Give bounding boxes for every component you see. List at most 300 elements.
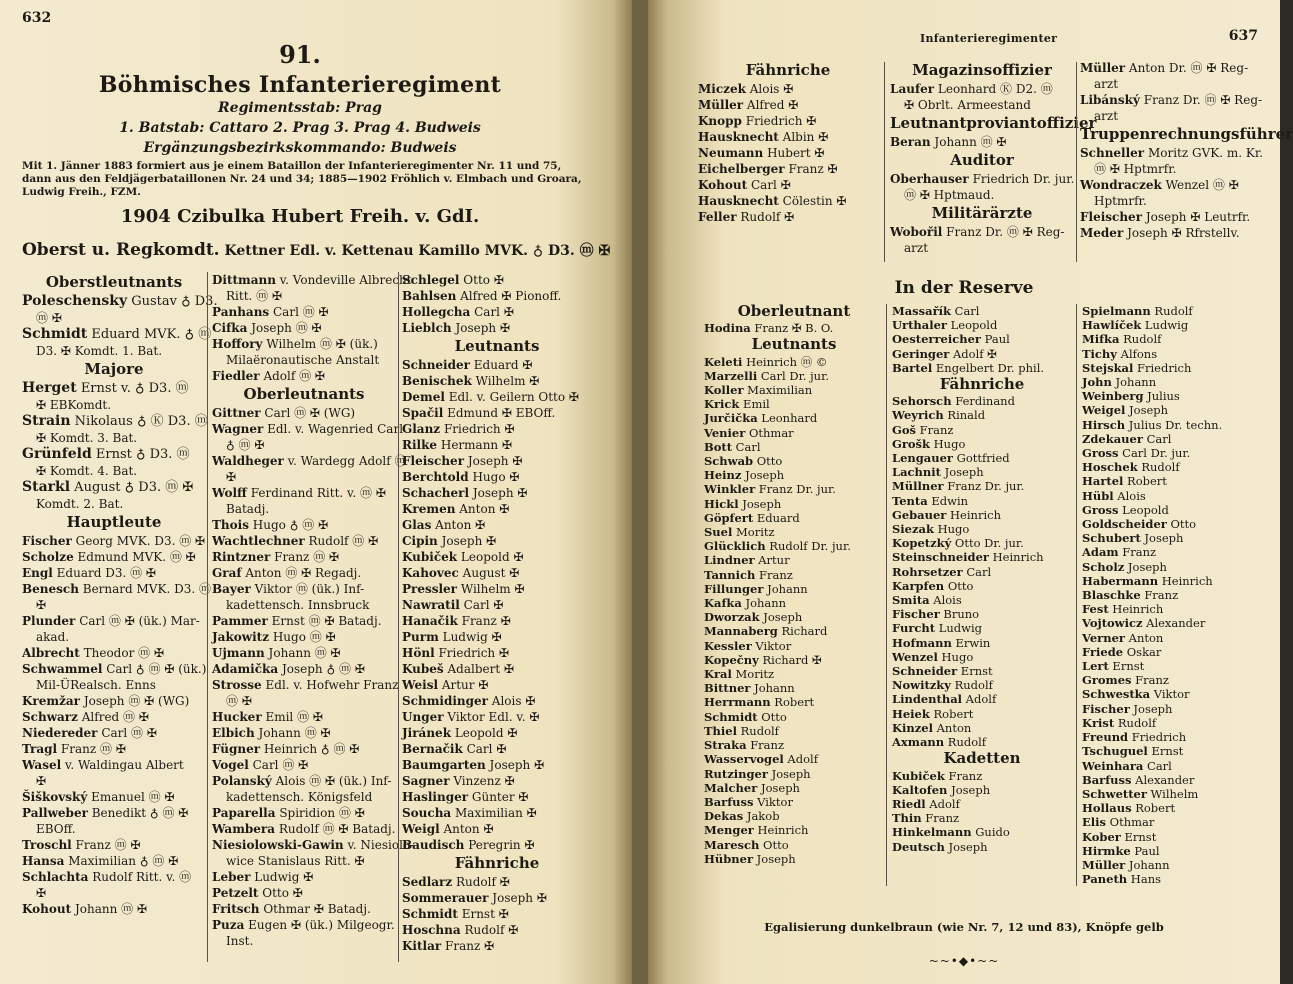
entry-detail: Friedrich Dr. jur. — [968, 172, 1075, 186]
officer-entry — [1082, 460, 1262, 474]
entry-detail: Joseph — [940, 465, 984, 480]
officer-entry — [892, 664, 1072, 678]
entry-detail: ✠ EBKomdt. — [36, 398, 112, 412]
surname: Gebauer — [892, 507, 947, 522]
officer-entry — [402, 661, 592, 677]
officer-entry — [22, 581, 211, 597]
officer-entry — [212, 821, 396, 837]
entry-detail: Ferdinand Ritt. v. ⓜ ✠ — [246, 486, 386, 500]
surname: Winkler — [704, 482, 756, 497]
entry-detail: Heinrich ♁ ⓜ ✠ — [260, 742, 360, 756]
surname: Dekas — [704, 809, 744, 824]
surname: Weigl — [402, 822, 440, 836]
officer-entry — [212, 725, 396, 741]
officer-entry — [212, 757, 396, 773]
officer-entry — [22, 757, 206, 773]
officer-entry — [402, 533, 592, 549]
surname: Wagner — [212, 422, 264, 436]
surname: Strain — [22, 413, 71, 429]
surname: Schwarz — [22, 710, 78, 724]
surname: Mannaberg — [704, 624, 778, 639]
officer-entry — [402, 757, 592, 773]
surname: Schmidt — [704, 709, 758, 724]
surname: Freund — [1082, 730, 1129, 745]
surname: Hollaus — [1082, 801, 1132, 816]
officer-entry — [704, 553, 884, 567]
entry-list — [212, 405, 415, 949]
surname: Nowitzky — [892, 678, 951, 693]
entry-detail: August ♁ D3. ⓜ ✠ — [70, 480, 194, 495]
officer-entry — [1082, 361, 1262, 375]
surname: Schneider — [402, 358, 470, 372]
entry-continuation — [22, 463, 206, 479]
entry-detail: ✠ Komdt. 4. Bat. — [36, 464, 138, 478]
entry-continuation — [22, 397, 206, 413]
entry-detail: arzt — [1094, 109, 1119, 123]
surname: Schmidt — [22, 326, 88, 342]
surname: Troschl — [22, 838, 72, 852]
entry-detail: Eduard — [753, 510, 800, 525]
officer-entry — [1080, 209, 1260, 225]
officer-entry — [1080, 225, 1260, 241]
entry-detail: August ✠ — [458, 566, 520, 580]
officer-entry — [1080, 177, 1260, 193]
section-title: Oberleutnant — [737, 302, 851, 320]
surname: Schlachta — [22, 870, 89, 884]
officer-entry — [1082, 716, 1262, 730]
officer-entry — [1082, 616, 1262, 630]
surname: Kahovec — [402, 566, 459, 580]
entry-detail: Franz — [915, 422, 954, 437]
entry-detail: Johann — [1111, 375, 1157, 390]
officer-entry — [1080, 60, 1260, 76]
surname: Elbich — [212, 726, 255, 740]
surname: Müller — [1082, 857, 1126, 872]
surname: Bartel — [892, 360, 933, 375]
surname: Kober — [1082, 829, 1121, 844]
entry-list — [402, 357, 592, 853]
entry-detail: Alexander — [1131, 772, 1195, 787]
section-title: Oberstleutnants — [45, 273, 183, 291]
surname: Friede — [1082, 644, 1124, 659]
entry-detail: Theodor ⓜ ✠ — [79, 646, 164, 660]
entry-detail: Hans — [1127, 872, 1162, 887]
entry-detail: Ernst ⓜ ✠ Batadj. — [267, 614, 382, 628]
entry-continuation — [22, 430, 206, 446]
entry-detail: Johann ⓜ ✠ — [254, 726, 331, 740]
surname: Hirsch — [1082, 417, 1126, 432]
surname: Scholze — [22, 550, 74, 564]
surname: Marzelli — [704, 368, 758, 383]
surname: Kitlar — [402, 939, 442, 953]
officer-entry — [402, 453, 592, 469]
entry-list — [1080, 145, 1264, 241]
surname: Kral — [704, 667, 732, 682]
surname: Lachnit — [892, 465, 941, 480]
officer-entry — [212, 421, 404, 437]
entry-continuation — [212, 597, 396, 613]
surname: Massařík — [892, 304, 951, 318]
surname: Siezak — [892, 522, 934, 537]
entry-detail: Franz Dr. ⓜ ✠ Reg- — [942, 225, 1065, 239]
entry-detail: Rudolf — [950, 678, 993, 693]
entry-detail: Anton — [932, 720, 972, 735]
entry-detail: Hugo ✠ — [468, 470, 520, 484]
officer-entry — [22, 661, 206, 677]
entry-detail: Leonhard Ⓚ D2. ⓜ — [934, 82, 1053, 96]
right-column-3 — [1080, 60, 1293, 241]
surname: Knopp — [698, 114, 742, 128]
surname: Tenta — [892, 493, 928, 508]
surname: Weinhara — [1082, 758, 1144, 773]
surname: Hickl — [704, 496, 739, 511]
surname: Bahlsen — [402, 289, 457, 303]
surname: Habermann — [1082, 573, 1159, 588]
officer-entry — [402, 517, 592, 533]
column-separator — [886, 304, 887, 886]
entry-list — [698, 81, 878, 225]
surname: Rilke — [402, 438, 438, 452]
surname: Heinz — [704, 468, 742, 483]
officer-entry — [1082, 474, 1262, 488]
officer-entry — [212, 565, 396, 581]
entry-detail: Engelbert Dr. phil. — [932, 360, 1045, 375]
section-title: Leutnants — [751, 335, 837, 354]
section-title: Leutnants — [454, 337, 540, 355]
officer-entry — [212, 741, 396, 757]
officer-entry — [402, 821, 592, 837]
entry-detail: Julius — [1143, 389, 1180, 404]
entry-detail: Heinrich — [1158, 573, 1213, 588]
surname: Kremžar — [22, 694, 80, 708]
entry-continuation — [1080, 161, 1260, 177]
entry-detail: Franz Dr. jur. — [755, 482, 836, 497]
entry-detail: Adolf — [962, 692, 997, 707]
ornament: ~~•◆•~~ — [928, 954, 1000, 968]
surname: Sagner — [402, 774, 450, 788]
surname: Malcher — [704, 780, 758, 795]
surname: Spielmann — [1082, 304, 1151, 318]
entry-detail: Rudolf ✠ — [460, 923, 519, 937]
entry-detail: Joseph ♁ ⓜ ✠ — [278, 662, 365, 676]
entry-continuation — [212, 437, 396, 453]
officer-entry — [212, 629, 396, 645]
entry-list — [402, 272, 592, 336]
entry-detail: Maximilian — [743, 383, 813, 398]
surname: Oberhauser — [890, 172, 969, 186]
entry-list — [890, 171, 1074, 203]
surname: Gromes — [1082, 673, 1132, 688]
surname: Haslinger — [402, 790, 469, 804]
officer-entry — [704, 752, 884, 766]
officer-entry — [704, 426, 884, 440]
officer-entry — [402, 421, 592, 437]
officer-entry — [212, 320, 396, 336]
officer-entry — [890, 81, 1074, 97]
surname: Steinschneider — [892, 550, 989, 565]
entry-detail: Rudolf — [1137, 460, 1180, 475]
surname: Menger — [704, 823, 754, 838]
officer-entry — [1082, 787, 1262, 801]
entry-continuation — [212, 469, 396, 485]
surname: Sedlarz — [402, 875, 453, 889]
entry-detail: Moritz — [732, 525, 775, 540]
entry-detail: Inst. — [226, 934, 254, 948]
officer-entry — [1082, 730, 1262, 744]
entry-detail: Alois ⓜ ✠ (ük.) Inf- — [271, 774, 392, 788]
surname: Dworzak — [704, 610, 760, 625]
entry-detail: Ernst — [1147, 744, 1184, 759]
surname: Fischer — [892, 607, 940, 622]
entry-detail: Eduard ✠ — [469, 358, 533, 372]
entry-detail: Richard ✠ — [758, 652, 822, 667]
officer-entry — [402, 357, 592, 373]
officer-entry — [892, 332, 1072, 346]
entry-detail: Carl ⓜ ✠ (ük.) Mar- — [75, 614, 200, 628]
officer-entry — [1082, 801, 1262, 815]
officer-entry — [22, 709, 206, 725]
officer-entry — [212, 917, 396, 933]
entry-detail: Rudolf ✠ — [736, 210, 795, 224]
entry-detail: Anton ✠ — [455, 502, 510, 516]
surname: Hartel — [1082, 474, 1124, 489]
entry-detail: Joseph — [759, 610, 803, 625]
surname: Jakowitz — [212, 630, 270, 644]
entry-detail: ⓜ ✠ Hptmrfr. — [1094, 162, 1177, 176]
reserve-heading: In der Reserve — [894, 278, 1034, 298]
entry-list — [22, 293, 218, 359]
regiment-owner: 1904 Czibulka Hubert Freih. v. GdI. — [120, 206, 480, 227]
officer-entry — [698, 161, 878, 177]
surname: Wachtlechner — [212, 534, 305, 548]
officer-entry — [1082, 489, 1262, 503]
surname: Niesiolowski-Gawin — [212, 838, 344, 852]
officer-entry — [212, 453, 407, 469]
entry-detail: Nikolaus ♁ Ⓚ D3. ⓜ — [70, 414, 208, 429]
entry-detail: wice Stanislaus Ritt. ✠ — [226, 854, 365, 868]
surname: Thois — [212, 518, 249, 532]
right-column-2 — [890, 60, 1097, 256]
surname: Strosse — [212, 678, 262, 692]
entry-detail: Johann — [741, 596, 787, 611]
officer-entry — [1082, 602, 1262, 616]
entry-detail: Franz ⓜ ✠ — [270, 550, 340, 564]
regiment-number: 91. — [279, 40, 321, 69]
entry-detail: Ferdinand — [951, 394, 1015, 409]
officer-entry — [22, 446, 206, 463]
officer-entry — [1082, 588, 1262, 602]
surname: Smita — [892, 593, 930, 608]
entry-detail: Alois ✠ — [487, 694, 536, 708]
officer-entry — [892, 621, 1072, 635]
surname: Kopečny — [704, 652, 759, 667]
surname: Kessler — [704, 638, 752, 653]
officer-entry — [402, 565, 592, 581]
entry-detail: Alfred ⓜ ✠ — [77, 710, 149, 724]
entry-detail: Carl — [732, 439, 761, 454]
surname: Verner — [1082, 630, 1125, 645]
officer-entry — [892, 607, 1072, 621]
surname: Hübner — [704, 851, 754, 866]
surname: Cipin — [402, 534, 438, 548]
officer-entry — [22, 533, 206, 549]
officer-entry — [402, 549, 592, 565]
entry-detail: Mil-ÜRealsch. Enns — [36, 678, 156, 692]
entry-continuation — [212, 789, 396, 805]
officer-entry — [402, 805, 592, 821]
officer-entry — [698, 209, 878, 225]
section-title: Auditor — [950, 151, 1014, 169]
entry-detail: Alois — [929, 593, 962, 608]
surname: Meder — [1080, 226, 1124, 240]
entry-detail: Emil ⓜ ✠ — [261, 710, 323, 724]
column-separator — [207, 272, 208, 962]
surname: Hinkelmann — [892, 825, 972, 840]
officer-entry — [704, 667, 884, 681]
officer-entry — [1082, 418, 1262, 432]
surname: Grünfeld — [22, 446, 92, 462]
officer-entry — [212, 549, 396, 565]
surname: Hodina — [704, 321, 751, 336]
entry-detail: Robert — [1131, 801, 1176, 816]
entry-detail: ⓜ ✠ Hptmaud. — [904, 188, 995, 202]
surname: Lert — [1082, 659, 1109, 674]
officer-entry — [22, 293, 218, 310]
entry-detail: arzt — [1094, 77, 1119, 91]
officer-entry — [704, 468, 884, 482]
surname: Fleischer — [402, 454, 465, 468]
entry-detail: ✠ — [36, 886, 47, 900]
officer-entry — [704, 809, 884, 823]
entry-detail: Carl — [1142, 431, 1172, 446]
facings-note: Egalisierung dunkelbraun (wie Nr. 7, 12 und 83), Knöpfe gelb — [764, 920, 1164, 934]
officer-entry — [22, 413, 206, 430]
entry-detail: Guido — [971, 825, 1010, 840]
entry-detail: Heinrich — [753, 823, 809, 838]
officer-entry — [1082, 631, 1262, 645]
entry-detail: Ludwig — [935, 621, 983, 636]
officer-entry — [704, 639, 884, 653]
officer-entry — [22, 869, 206, 885]
officer-entry — [704, 511, 884, 525]
entry-detail: Heinrich ⓜ © — [742, 354, 828, 369]
entry-list — [22, 533, 211, 917]
entry-detail: Batadj. — [226, 502, 270, 516]
officer-entry — [1082, 872, 1262, 886]
officer-entry — [704, 781, 884, 795]
battalions-line: 1. Batstab: Cattaro 2. Prag 3. Prag 4. Budweis — [119, 120, 481, 136]
entry-detail: Joseph ✠ — [488, 891, 547, 905]
officer-entry — [892, 593, 1072, 607]
surname: Feller — [698, 210, 737, 224]
entry-detail: Franz — [755, 567, 793, 582]
entry-detail: ✠ — [226, 470, 237, 484]
surname: Wondraczek — [1080, 178, 1162, 192]
officer-entry — [892, 347, 1072, 361]
entry-detail: Maximilian ♁ ⓜ ✠ — [64, 854, 179, 868]
officer-entry — [22, 645, 206, 661]
officer-entry — [704, 411, 884, 425]
surname: Wambera — [212, 822, 276, 836]
officer-entry — [1082, 673, 1262, 687]
officer-entry — [402, 629, 592, 645]
surname: Kremen — [402, 502, 456, 516]
entry-detail: Emil — [739, 397, 770, 412]
officer-entry — [402, 922, 592, 938]
entry-list — [1080, 60, 1263, 124]
officer-entry — [698, 129, 878, 145]
officer-entry — [1082, 545, 1262, 559]
officer-entry — [402, 272, 592, 288]
surname: Lindner — [704, 553, 755, 568]
entry-detail: Franz ⓜ ✠ — [71, 838, 141, 852]
officer-entry — [212, 709, 396, 725]
surname: Neumann — [698, 146, 764, 160]
officer-entry — [892, 579, 1072, 593]
surname: Keleti — [704, 354, 743, 369]
entry-continuation — [212, 933, 396, 949]
surname: Sehorsch — [892, 394, 952, 409]
section-title: Fähnriche — [745, 61, 831, 79]
officer-entry — [1082, 744, 1262, 758]
officer-entry — [704, 767, 884, 781]
entry-detail: Johann — [763, 581, 808, 596]
surname: Niedereder — [22, 726, 98, 740]
surname: Schwab — [704, 454, 754, 469]
left-column-1 — [22, 272, 218, 917]
officer-entry — [704, 823, 884, 837]
entry-detail: Johann — [1125, 857, 1170, 872]
surname: Krick — [704, 397, 740, 412]
entry-detail: Franz — [746, 738, 785, 753]
surname: Hausknecht — [698, 194, 779, 208]
entry-detail: kadettensch. Innsbruck — [226, 598, 370, 612]
surname: Venier — [704, 425, 746, 440]
entry-detail: Ernst ♁ D3. ⓜ — [91, 447, 190, 462]
surname: Fiedler — [212, 369, 260, 383]
entry-detail: Hptmrfr. — [1094, 194, 1147, 208]
entry-detail: Joseph ⓜ ✠ — [247, 321, 322, 335]
entry-detail: Hugo — [930, 436, 966, 451]
surname: Zdekauer — [1082, 431, 1143, 446]
officer-entry — [704, 397, 884, 411]
officer-entry — [402, 437, 592, 453]
entry-detail: kadettensch. Königsfeld — [226, 790, 373, 804]
surname: Heiek — [892, 706, 930, 721]
surname: Koller — [704, 383, 744, 398]
entry-detail: Carl — [1143, 758, 1172, 773]
entry-detail: Alfons — [1116, 346, 1158, 361]
entry-detail: Oskar — [1123, 644, 1162, 659]
entry-continuation — [22, 597, 206, 613]
entry-detail: Leopold ✠ — [457, 550, 524, 564]
officer-entry — [402, 320, 592, 336]
surname: Pallweber — [22, 806, 88, 820]
officer-entry — [22, 837, 206, 853]
officer-entry — [892, 735, 1072, 749]
officer-entry — [704, 525, 884, 539]
entry-detail: Ernst v. ♁ D3. ⓜ — [76, 381, 189, 396]
entry-detail: Alois — [1113, 488, 1146, 503]
surname: Blaschke — [1082, 588, 1141, 603]
surname: Starkl — [22, 479, 71, 495]
surname: Demel — [402, 390, 445, 404]
entry-detail: Rudolf Ritt. v. ⓜ — [88, 870, 192, 884]
officer-entry — [892, 361, 1072, 375]
section-title: Magazinsoffizier — [912, 61, 1052, 79]
entry-detail: Joseph — [947, 782, 991, 797]
entry-detail: Rudolf ⓜ ✠ — [304, 534, 379, 548]
